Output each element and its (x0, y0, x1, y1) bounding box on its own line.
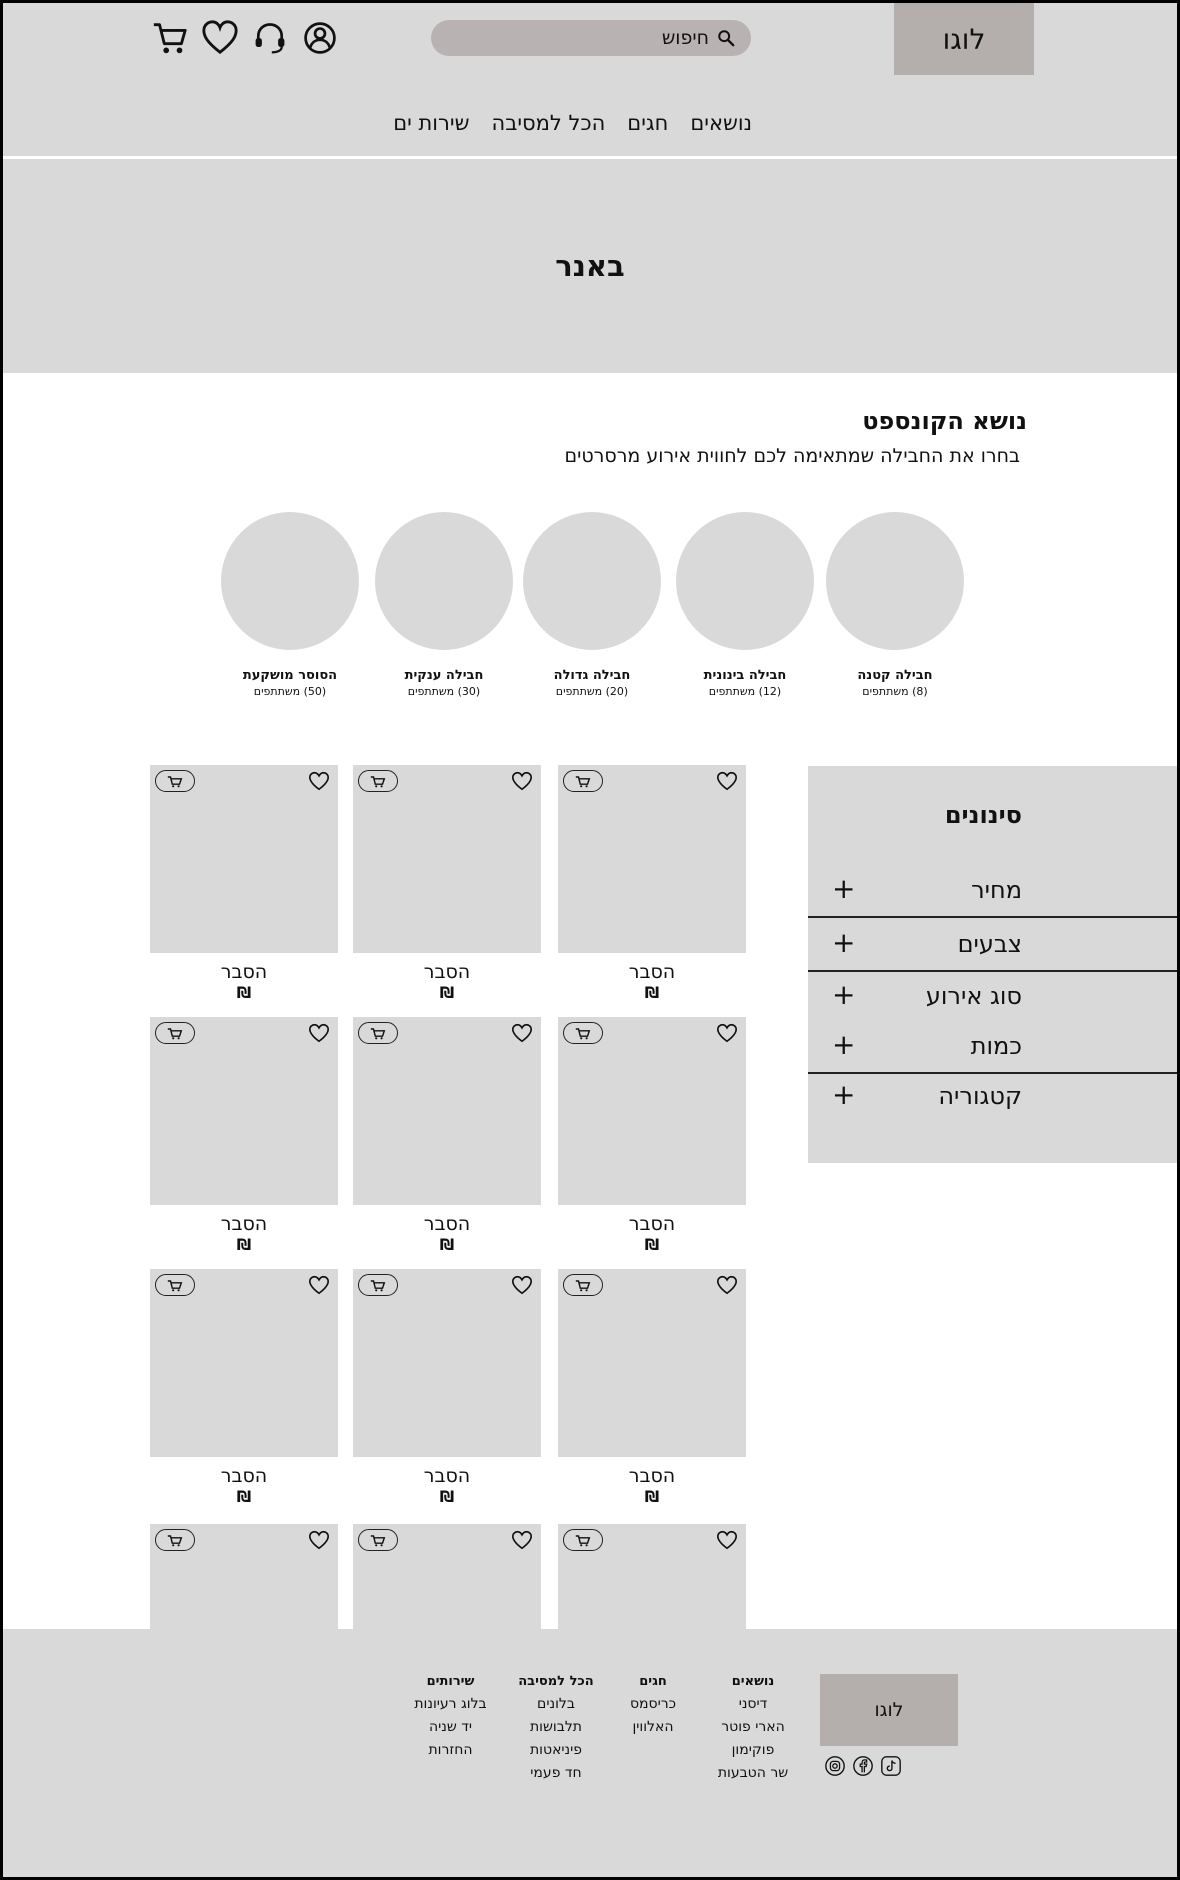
footer-link[interactable]: דיסני (738, 1696, 768, 1712)
tiktok-icon[interactable] (880, 1755, 902, 1777)
search-placeholder: חיפוש (661, 27, 709, 49)
banner-label: באנר (555, 249, 625, 283)
wishlist-heart-icon[interactable] (511, 1022, 533, 1044)
product-title: הסבר (423, 1213, 471, 1235)
package-name: חבילה קטנה (857, 668, 933, 683)
package-count: (12) משתתפים (708, 685, 782, 698)
filter-colors[interactable] (808, 920, 1177, 972)
add-to-cart-icon[interactable] (563, 1274, 603, 1296)
product-title: הסבר (628, 1465, 676, 1487)
product-title: הסבר (423, 1465, 471, 1487)
add-to-cart-icon[interactable] (155, 1022, 195, 1044)
wishlist-heart-icon[interactable] (716, 1529, 738, 1551)
package-count: (20) משתתפים (555, 685, 629, 698)
product-price: ₪ (644, 983, 660, 1002)
footer-logo[interactable]: לוגו (820, 1674, 958, 1746)
concept-title: נושא הקונספט (862, 407, 1027, 435)
product-price: ₪ (236, 1235, 252, 1254)
filter-divider (808, 916, 1177, 918)
filter-label: קטגוריה (938, 1082, 1022, 1110)
product-price: ₪ (644, 1235, 660, 1254)
product-title: הסבר (220, 961, 268, 983)
footer-link[interactable]: הארי פוטר (721, 1719, 785, 1735)
instagram-icon[interactable] (824, 1755, 846, 1777)
plus-icon[interactable]: + (832, 926, 856, 959)
footer-col-party (506, 1674, 606, 1785)
nav-party[interactable]: הכל למסיבה (491, 111, 606, 135)
filter-label: סוג אירוע (925, 982, 1022, 1010)
plus-icon[interactable]: + (832, 1078, 856, 1111)
header-icons (149, 17, 341, 59)
package-image (221, 512, 359, 650)
product-title: הסבר (423, 961, 471, 983)
wishlist-heart-icon[interactable] (511, 1274, 533, 1296)
package-item[interactable] (670, 512, 820, 698)
product-card[interactable] (558, 1269, 746, 1506)
product-price: ₪ (439, 1235, 455, 1254)
add-to-cart-icon[interactable] (358, 1022, 398, 1044)
wishlist-heart-icon[interactable] (511, 770, 533, 792)
product-title: הסבר (220, 1465, 268, 1487)
product-image[interactable] (150, 765, 338, 953)
package-image (676, 512, 814, 650)
package-item[interactable] (820, 512, 970, 698)
product-title: הסבר (628, 961, 676, 983)
product-image[interactable] (558, 1017, 746, 1205)
package-count: (8) משתתפים (862, 685, 928, 698)
product-title: הסבר (220, 1213, 268, 1235)
add-to-cart-icon[interactable] (155, 1274, 195, 1296)
wishlist-heart-icon[interactable] (308, 1274, 330, 1296)
footer-col-services (403, 1674, 498, 1762)
footer-link[interactable]: פוקימון (731, 1742, 775, 1758)
social-links (824, 1755, 902, 1777)
footer (3, 1629, 1177, 1877)
filter-category[interactable] (808, 1072, 1177, 1124)
header (3, 3, 1177, 156)
package-image (826, 512, 964, 650)
product-price: ₪ (236, 1487, 252, 1506)
facebook-icon[interactable] (852, 1755, 874, 1777)
footer-heading: הכל למסיבה (518, 1674, 594, 1689)
footer-link[interactable]: החזרות (428, 1742, 473, 1758)
filters-panel (808, 766, 1177, 1163)
package-name: הסוסר מושקעת (242, 668, 338, 683)
footer-col-topics (693, 1674, 813, 1785)
package-item[interactable] (517, 512, 667, 698)
package-item[interactable] (215, 512, 365, 698)
add-to-cart-icon[interactable] (563, 770, 603, 792)
product-price: ₪ (644, 1487, 660, 1506)
product-image[interactable] (150, 1269, 338, 1457)
footer-col-holidays (613, 1674, 693, 1739)
footer-heading: חגים (639, 1674, 667, 1689)
plus-icon[interactable]: + (832, 978, 856, 1011)
wishlist-heart-icon[interactable] (308, 1022, 330, 1044)
wishlist-heart-icon[interactable] (716, 1022, 738, 1044)
footer-link[interactable]: כריסמס (629, 1696, 677, 1712)
package-name: חבילה ענקית (404, 668, 484, 683)
logo[interactable]: לוגו (894, 3, 1034, 75)
filter-quantity[interactable] (808, 1022, 1177, 1074)
product-image[interactable] (353, 1269, 541, 1457)
nav-holidays[interactable]: חגים (627, 111, 669, 135)
add-to-cart-icon[interactable] (358, 1274, 398, 1296)
search-icon (717, 29, 735, 47)
package-count: (50) משתתפים (253, 685, 327, 698)
add-to-cart-icon[interactable] (563, 1529, 603, 1551)
wishlist-heart-icon[interactable] (716, 770, 738, 792)
cart-icon[interactable] (149, 17, 191, 59)
product-card[interactable] (558, 1017, 746, 1254)
product-price: ₪ (236, 983, 252, 1002)
footer-link[interactable]: האלווין (632, 1719, 674, 1735)
product-card[interactable] (558, 765, 746, 1002)
product-card[interactable] (353, 1269, 541, 1506)
package-item[interactable] (369, 512, 519, 698)
heart-icon[interactable] (199, 17, 241, 59)
product-card[interactable] (150, 1269, 338, 1506)
package-image (523, 512, 661, 650)
footer-link[interactable]: שר הטבעות (717, 1765, 789, 1781)
add-to-cart-icon[interactable] (155, 770, 195, 792)
package-name: חבילה גדולה (553, 668, 631, 683)
filter-label: כמות (970, 1032, 1022, 1060)
product-card[interactable] (353, 765, 541, 1002)
product-card[interactable] (353, 1017, 541, 1254)
product-card[interactable] (150, 1017, 338, 1254)
headset-icon[interactable] (249, 17, 291, 59)
footer-heading: נושאים (731, 1674, 775, 1689)
product-title: הסבר (628, 1213, 676, 1235)
product-card[interactable] (150, 765, 338, 1002)
package-list (3, 512, 1177, 698)
add-to-cart-icon[interactable] (155, 1529, 195, 1551)
wishlist-heart-icon[interactable] (511, 1529, 533, 1551)
package-count: (30) משתתפים (407, 685, 481, 698)
add-to-cart-icon[interactable] (563, 1022, 603, 1044)
filters-title: סינונים (944, 801, 1022, 829)
product-price: ₪ (439, 1487, 455, 1506)
nav-services[interactable]: שירות ים (393, 111, 470, 135)
concept-subtitle: בחרו את החבילה שמתאימה לכם לחווית אירוע מרסרטים (564, 445, 1020, 467)
product-image[interactable] (150, 1017, 338, 1205)
add-to-cart-icon[interactable] (358, 770, 398, 792)
footer-link[interactable]: תלבושות (529, 1719, 582, 1735)
add-to-cart-icon[interactable] (358, 1529, 398, 1551)
wishlist-heart-icon[interactable] (716, 1274, 738, 1296)
hero-banner[interactable] (3, 159, 1177, 373)
footer-link[interactable]: חד פעמי (530, 1765, 582, 1781)
footer-heading: שירותים (426, 1674, 475, 1689)
filter-price[interactable] (808, 866, 1177, 918)
package-name: חבילה בינונית (703, 668, 787, 683)
package-image (375, 512, 513, 650)
filter-label: צבעים (957, 930, 1022, 958)
product-price: ₪ (439, 983, 455, 1002)
user-icon[interactable] (299, 17, 341, 59)
wishlist-heart-icon[interactable] (308, 770, 330, 792)
page-frame (3, 3, 1177, 1877)
product-image[interactable] (558, 1269, 746, 1457)
product-image[interactable] (558, 765, 746, 953)
main-nav (393, 111, 752, 135)
search-input[interactable] (431, 20, 751, 56)
footer-link[interactable]: פיניאטות (529, 1742, 583, 1758)
filter-label: מחיר (971, 876, 1022, 904)
plus-icon[interactable]: + (832, 1028, 856, 1061)
nav-topics[interactable]: נושאים (690, 111, 752, 135)
footer-link[interactable]: בלוג רעיונות (414, 1696, 487, 1712)
product-image[interactable] (353, 1017, 541, 1205)
footer-link[interactable]: יד שניה (428, 1719, 473, 1735)
product-image[interactable] (353, 765, 541, 953)
plus-icon[interactable]: + (832, 872, 856, 905)
wishlist-heart-icon[interactable] (308, 1529, 330, 1551)
footer-link[interactable]: בלונים (537, 1696, 575, 1712)
filter-event-type[interactable] (808, 972, 1177, 1024)
